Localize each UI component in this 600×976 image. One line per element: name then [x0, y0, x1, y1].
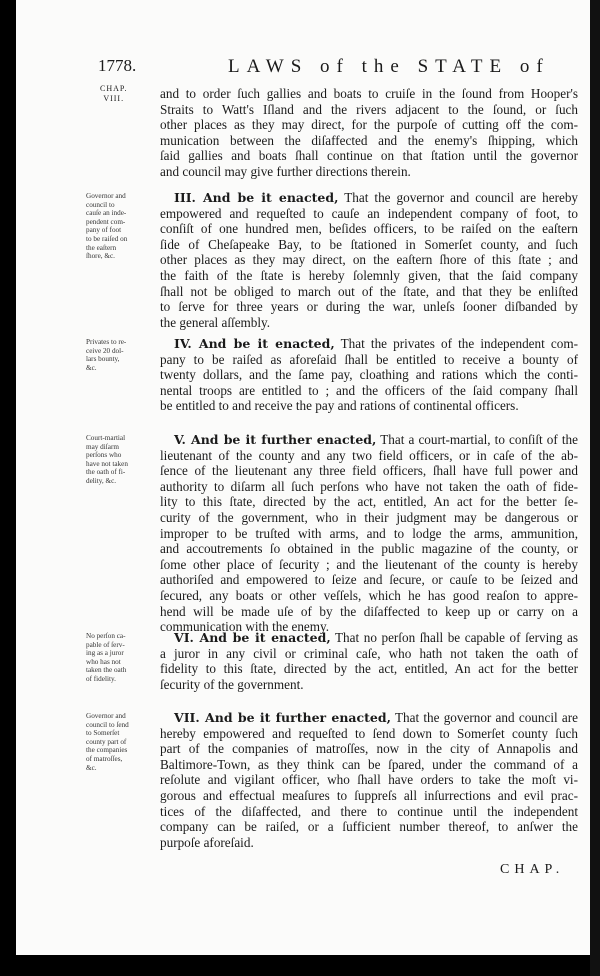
marginal-note: [86, 434, 158, 486]
marginal-note-line: ing as a juror: [86, 649, 124, 658]
line-text: other places as they may direct, on the eaſtern ſhore of this ſtate ; and: [160, 252, 578, 268]
section-paragraph: [160, 710, 578, 850]
text-line: [160, 336, 578, 352]
text-line: [160, 268, 578, 284]
page-year: 1778.: [98, 56, 137, 75]
text-line: [160, 299, 578, 315]
text-line: [160, 367, 578, 383]
marginal-note: [86, 338, 158, 372]
text-line: [160, 494, 578, 510]
marginal-note-line: the eaſtern: [86, 243, 117, 252]
marginal-note-line: &c.: [86, 763, 97, 772]
marginal-note-line: &c.: [86, 363, 97, 372]
marginal-note-line: council to ſend: [86, 720, 129, 729]
marginal-note-line: Privates to re-: [86, 338, 127, 346]
catchword: CHAP.: [500, 862, 565, 877]
marginal-note-line: may diſarm: [86, 442, 119, 451]
marginal-note-line: Governor and: [86, 192, 126, 200]
marginal-note-line: taken the oath: [86, 666, 127, 675]
marginal-note-line: ceive 20 dol-: [86, 346, 124, 355]
section-paragraph: [160, 336, 578, 414]
text-line: [160, 117, 578, 133]
marginal-note-line: the companies: [86, 746, 128, 755]
line-text: empowered and requeſted to cauſe an independent company of foot, to: [160, 205, 578, 221]
text-line: [160, 448, 578, 464]
text-line: [160, 835, 578, 851]
text-line: [160, 206, 578, 222]
marginal-note-line: No perſon ca-: [86, 632, 126, 640]
line-text: ſhall not be obliged to march out of the ſtate, and that they be enliſted: [160, 283, 578, 299]
line-text: authority to diſarm all ſuch perſons who have not taken the oath of fide-: [160, 478, 578, 494]
marginal-note-line: pable of ſerv-: [86, 640, 125, 649]
line-text: be entitled to and receive the pay and rations of continental officers.: [160, 398, 519, 414]
marginal-note-line: pany of foot: [86, 226, 122, 235]
line-text: the general aſſembly.: [160, 314, 271, 330]
line-text: to ſerve for three years or during the war, unleſs ſooner diſbanded by: [160, 299, 578, 315]
marginal-note-line: perſons who: [86, 451, 122, 460]
line-text: other places as they may direct, for the purpoſe of cutting off the com-: [160, 117, 578, 133]
text-line: [160, 646, 578, 662]
scan-edge: [590, 0, 600, 976]
text-line: [160, 479, 578, 495]
line-text: improper to be truſted with arms, and to lodge the arms, ammunition,: [160, 525, 578, 541]
line-text: part of the companies of matroſſes, now in the city of Annapolis and: [160, 741, 578, 757]
marginal-note-line: ſhore, &c.: [86, 252, 115, 261]
text-line: [160, 383, 578, 399]
marginal-note: [86, 192, 158, 261]
text-line: [160, 133, 578, 149]
text-line: [160, 788, 578, 804]
line-text: and accoutrements ſo obtained in the public magazine of the county, or: [160, 541, 578, 557]
text-line: [160, 102, 578, 118]
text-line: [160, 526, 578, 542]
line-text: reſolute and vigilant officer, who ſhall have orders to take the moſt vi-: [160, 772, 578, 788]
line-text: authoriſed and empowered to ſeize and ſecure, or cauſe to be ſeized and: [160, 572, 578, 588]
marginal-note-line: the oath of fi-: [86, 468, 126, 477]
text-line: [160, 541, 578, 557]
line-text: tices of the diſaffected, and there to continue until the independent: [160, 803, 578, 819]
marginal-note-line: of fidelity.: [86, 674, 116, 683]
line-text: purpoſe aforeſaid.: [160, 834, 254, 850]
line-text: nental troops are entitled to ; and the officers of the ſaid company ſhall: [160, 382, 578, 398]
line-text: and to order ſuch gallies and boats to cruiſe in the ſound from Hooper's: [160, 86, 578, 101]
text-line: [160, 710, 578, 726]
text-line: [160, 677, 578, 693]
line-text: munication between the diſaffected and the enemy's ſhipping, which: [160, 132, 578, 148]
marginal-note-line: to be raiſed on: [86, 234, 128, 243]
running-title: LAWS of the STATE of: [228, 56, 550, 77]
text-line: [160, 284, 578, 300]
text-line: [160, 398, 578, 414]
line-text: and council may give further directions therein.: [160, 163, 411, 179]
marginal-note-line: lars bounty,: [86, 355, 120, 364]
line-text: hereby empowered and requeſted to ſend down to Somerſet county ſuch: [160, 725, 578, 741]
text-line: [160, 772, 578, 788]
text-line: [160, 86, 578, 102]
marginal-note-line: of matroſſes,: [86, 754, 123, 763]
text-line: [160, 510, 578, 526]
text-line: [160, 190, 578, 206]
text-line: [160, 463, 578, 479]
section-heading: VII. And be it further enacted,: [174, 710, 391, 725]
text-line: [160, 741, 578, 757]
line-text: That the governor and council are hereby: [344, 190, 579, 205]
marginal-note-line: cauſe an inde-: [86, 209, 127, 218]
marginal-note-line: pendent com-: [86, 217, 126, 226]
marginal-note-line: to Somerſet: [86, 729, 120, 738]
chap-label: CHAP.: [100, 84, 128, 93]
text-line: [160, 630, 578, 646]
text-line: [160, 819, 578, 835]
marginal-note-line: county part of: [86, 737, 127, 746]
marginal-note-line: council to: [86, 200, 115, 209]
line-text: pany to be raiſed as aforeſaid ſhall be entitled to receive a bounty of: [160, 351, 578, 367]
marginal-note: [86, 712, 158, 772]
text-line: [160, 148, 578, 164]
marginal-note: [86, 632, 158, 684]
section-paragraph: [160, 190, 578, 330]
section-heading: V. And be it further enacted,: [174, 432, 377, 447]
text-line: [160, 572, 578, 588]
text-line: [160, 757, 578, 773]
text-line: [160, 661, 578, 677]
text-line: [160, 252, 578, 268]
line-text: That the governor and council are: [394, 710, 578, 725]
text-line: [160, 588, 578, 604]
chapter-margin-label: [100, 84, 127, 104]
line-text: That a court-martial, to conſiſt of the: [380, 432, 578, 447]
line-text: ſecured, any boats or other veſſels, which he has good reaſon to appre-: [160, 587, 578, 603]
line-text: Baltimore-Town, as they think can be ſpared, under the command of a: [160, 756, 578, 772]
text-line: [160, 557, 578, 573]
line-text: twenty dollars, and the ſame pay, cloathing and rations which the conti-: [160, 367, 578, 383]
line-text: That no perſon ſhall be capable of ſerving as: [335, 630, 578, 645]
line-text: Straits to Watt's Iſland and the rivers adjacent to the ſound, or ſuch: [160, 101, 578, 117]
section-heading: IV. And be it enacted,: [174, 336, 335, 351]
line-text: gorous and effectual meaſures to ſuppreſs all inſurrections and evil prac-: [160, 787, 578, 803]
section-paragraph: [160, 432, 578, 635]
text-line: [160, 604, 578, 620]
line-text: a juror in any civil or criminal caſe, who hath not taken the oath of: [160, 645, 578, 661]
line-text: That the privates of the independent com-: [340, 336, 579, 351]
section-paragraph: [160, 630, 578, 692]
text-line: [160, 726, 578, 742]
marginal-note-line: Court-martial: [86, 434, 126, 442]
line-text: lieutenant of the county and any two field officers, or in caſe of the ab-: [160, 447, 578, 463]
section-paragraph: [160, 86, 578, 180]
line-text: ſome other place of ſecurity ; and the lieutenant of the county is hereby: [160, 556, 578, 572]
line-text: lity to this ſtate, directed by the act, entitled, An act for the better ſe-: [160, 494, 578, 510]
line-text: ſecurity of the government.: [160, 676, 304, 692]
line-text: ſaid gallies and boats ſhall continue on that ſtation until the governor: [160, 148, 578, 164]
line-text: hend will be made uſe of by the diſaffected to keep up or carry on a: [160, 603, 578, 619]
line-text: communication with the enemy.: [160, 619, 330, 635]
marginal-note-line: have not taken: [86, 459, 128, 468]
line-text: conſiſt of one hundred men, beſides officers, to be raiſed on the eaſtern: [160, 221, 578, 237]
line-text: fidelity to this ſtate, directed by the act, entitled, An act for the better: [160, 661, 578, 677]
chap-number: VIII.: [103, 94, 125, 103]
text-line: [160, 315, 578, 331]
line-text: the faith of the ſtate is hereby ſolemnly given, that the ſaid company: [160, 267, 578, 283]
marginal-note-line: who has not: [86, 657, 121, 666]
section-heading: VI. And be it enacted,: [174, 630, 331, 645]
marginal-note-line: Governor and: [86, 712, 126, 720]
line-text: curity of the government, who in their judgment may be dangerous or: [160, 509, 578, 525]
line-text: ſence of the lieutenant any three field officers, ſhall have full power and: [160, 463, 578, 479]
line-text: ſide of Cheſapeake Bay, to be ſtationed in Somerſet county, and ſuch: [160, 236, 578, 252]
text-line: [160, 221, 578, 237]
text-line: [160, 352, 578, 368]
text-line: [160, 804, 578, 820]
text-line: [160, 432, 578, 448]
line-text: company can be raiſed, or a ſufficient number thereof, to anſwer the: [160, 819, 578, 835]
section-heading: III. And be it enacted,: [174, 190, 339, 205]
text-line: [160, 164, 578, 180]
text-line: [160, 237, 578, 253]
marginal-note-line: delity, &c.: [86, 476, 117, 485]
